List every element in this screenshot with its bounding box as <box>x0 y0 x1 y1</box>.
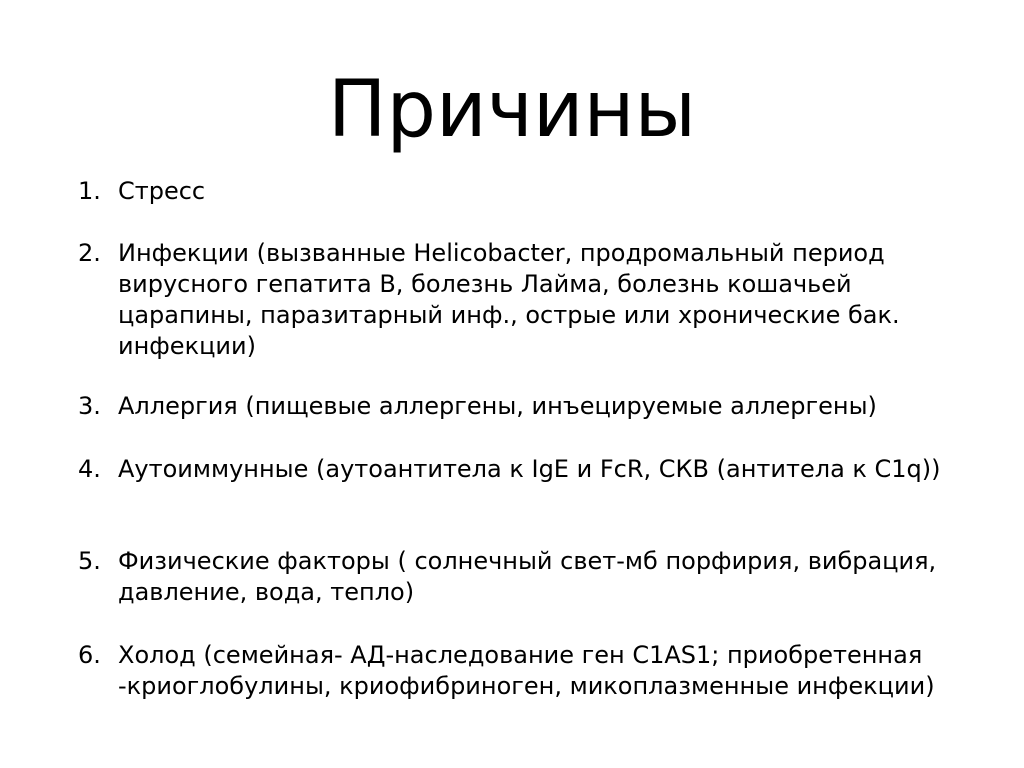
list-item-text: Аутоиммунные (аутоантитела к IgE и FcR, СКВ (антитела к C1q)) <box>118 455 941 483</box>
list-item <box>78 640 958 702</box>
list-item-text: Аллергия (пищевые аллергены, инъецируемые аллергены) <box>118 392 877 420</box>
list-item-text: Стресс <box>118 177 206 205</box>
list-item <box>78 546 958 608</box>
list-item <box>78 391 958 422</box>
list-item-number: 5. <box>78 547 101 575</box>
slide-title: Причины <box>327 65 697 155</box>
list-item-number: 2. <box>78 239 101 267</box>
list-item <box>78 176 958 207</box>
list-item-number: 6. <box>78 641 101 669</box>
list-item-number: 1. <box>78 177 101 205</box>
list-item-text: Холод (семейная- АД-наследование ген C1AS1; приобретенная -криоглобулины, криофибриноген, микоплазменные инфекции) <box>118 641 935 700</box>
list-item-text: Инфекции (вызванные Helicobacter, продромальный период вирусного гепатита В, болезнь Лайма, болезнь кошачьей царапины, паразитарный инф., острые или хронические бак. инфекции) <box>118 239 900 360</box>
list-item-text: Физические факторы ( солнечный свет-мб порфирия, вибрация, давление, вода, тепло) <box>118 547 937 606</box>
list-item-number: 3. <box>78 392 101 420</box>
list-item-number: 4. <box>78 455 101 483</box>
list-item <box>78 238 958 362</box>
list-item <box>78 454 958 485</box>
